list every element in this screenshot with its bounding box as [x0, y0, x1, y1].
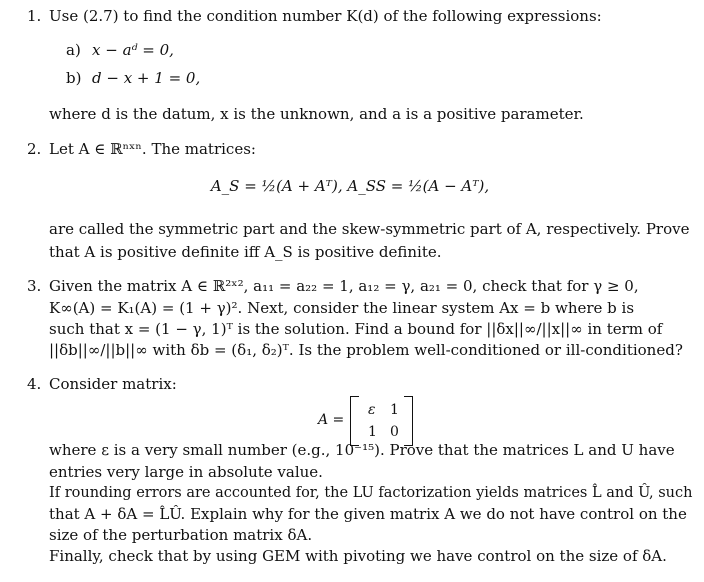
item-4-line-4: that A + δA = L̂Û. Explain why for the given matrix A we do not have control on the — [49, 505, 687, 523]
matrix-right-bracket — [404, 396, 413, 446]
matrix-name: A = — [318, 412, 345, 428]
matrix-cell-21: 1 — [368, 424, 377, 440]
item-4-line-5: size of the perturbation matrix δA. — [49, 526, 313, 544]
item-1-text: Use (2.7) to find the condition number K(d) of the following expressions: — [49, 7, 602, 25]
item-4-line-6: Finally, check that by using GEM with pivoting we have control on the size of δA. — [49, 547, 667, 565]
item-3-line-1: Given the matrix A ∈ ℝ²ˣ², a₁₁ = a₂₂ = 1, a₁₂ = γ, a₂₁ = 0, check that for γ ≥ 0, — [49, 277, 639, 295]
item-4-number: 4. — [27, 375, 42, 393]
item-2-text: Let A ∈ ℝⁿˣⁿ. The matrices: — [49, 140, 256, 158]
item-4-line-1: where ε is a very small number (e.g., 10⁻¹⁵). Prove that the matrices L and U have — [49, 441, 675, 459]
item-1b-expr: d − x + 1 = 0, — [92, 69, 201, 87]
matrix-a — [318, 396, 438, 446]
item-4-text: Consider matrix: — [49, 375, 177, 393]
matrix-cell-11: ε — [368, 402, 376, 418]
item-1-note: where d is the datum, x is the unknown, and a is a positive parameter. — [49, 105, 584, 123]
item-2-formula: A_S = ½(A + Aᵀ), A_SS = ½(A − Aᵀ), — [210, 177, 490, 195]
item-1a-label: a) — [66, 41, 81, 59]
item-1-number: 1. — [27, 7, 42, 25]
item-3-line-2: K∞(A) = K₁(A) = (1 + γ)². Next, consider the linear system Ax = b where b is — [49, 299, 635, 317]
item-3-line-4: ||δb||∞/||b||∞ with δb = (δ₁, δ₂)ᵀ. Is the problem well-conditioned or ill-conditioned? — [49, 341, 683, 359]
item-3-number: 3. — [27, 277, 42, 295]
matrix-left-bracket — [350, 396, 359, 446]
item-1b-label: b) — [66, 69, 82, 87]
item-2-line-1: are called the symmetric part and the skew-symmetric part of A, respectively. Prove — [49, 220, 690, 238]
item-1a-expr: x − aᵈ = 0, — [92, 41, 174, 59]
item-2-line-2: that A is positive definite iff A_S is positive definite. — [49, 243, 442, 261]
item-2-number: 2. — [27, 140, 42, 158]
item-4-line-2: entries very large in absolute value. — [49, 463, 323, 481]
item-3-line-3: such that x = (1 − γ, 1)ᵀ is the solution. Find a bound for ||δx||∞/||x||∞ in term of — [49, 320, 663, 338]
matrix-cell-22: 0 — [390, 424, 399, 440]
matrix-cell-12: 1 — [390, 402, 399, 418]
item-4-line-3: If rounding errors are accounted for, the LU factorization yields matrices L̂ and Û, such — [49, 485, 693, 501]
